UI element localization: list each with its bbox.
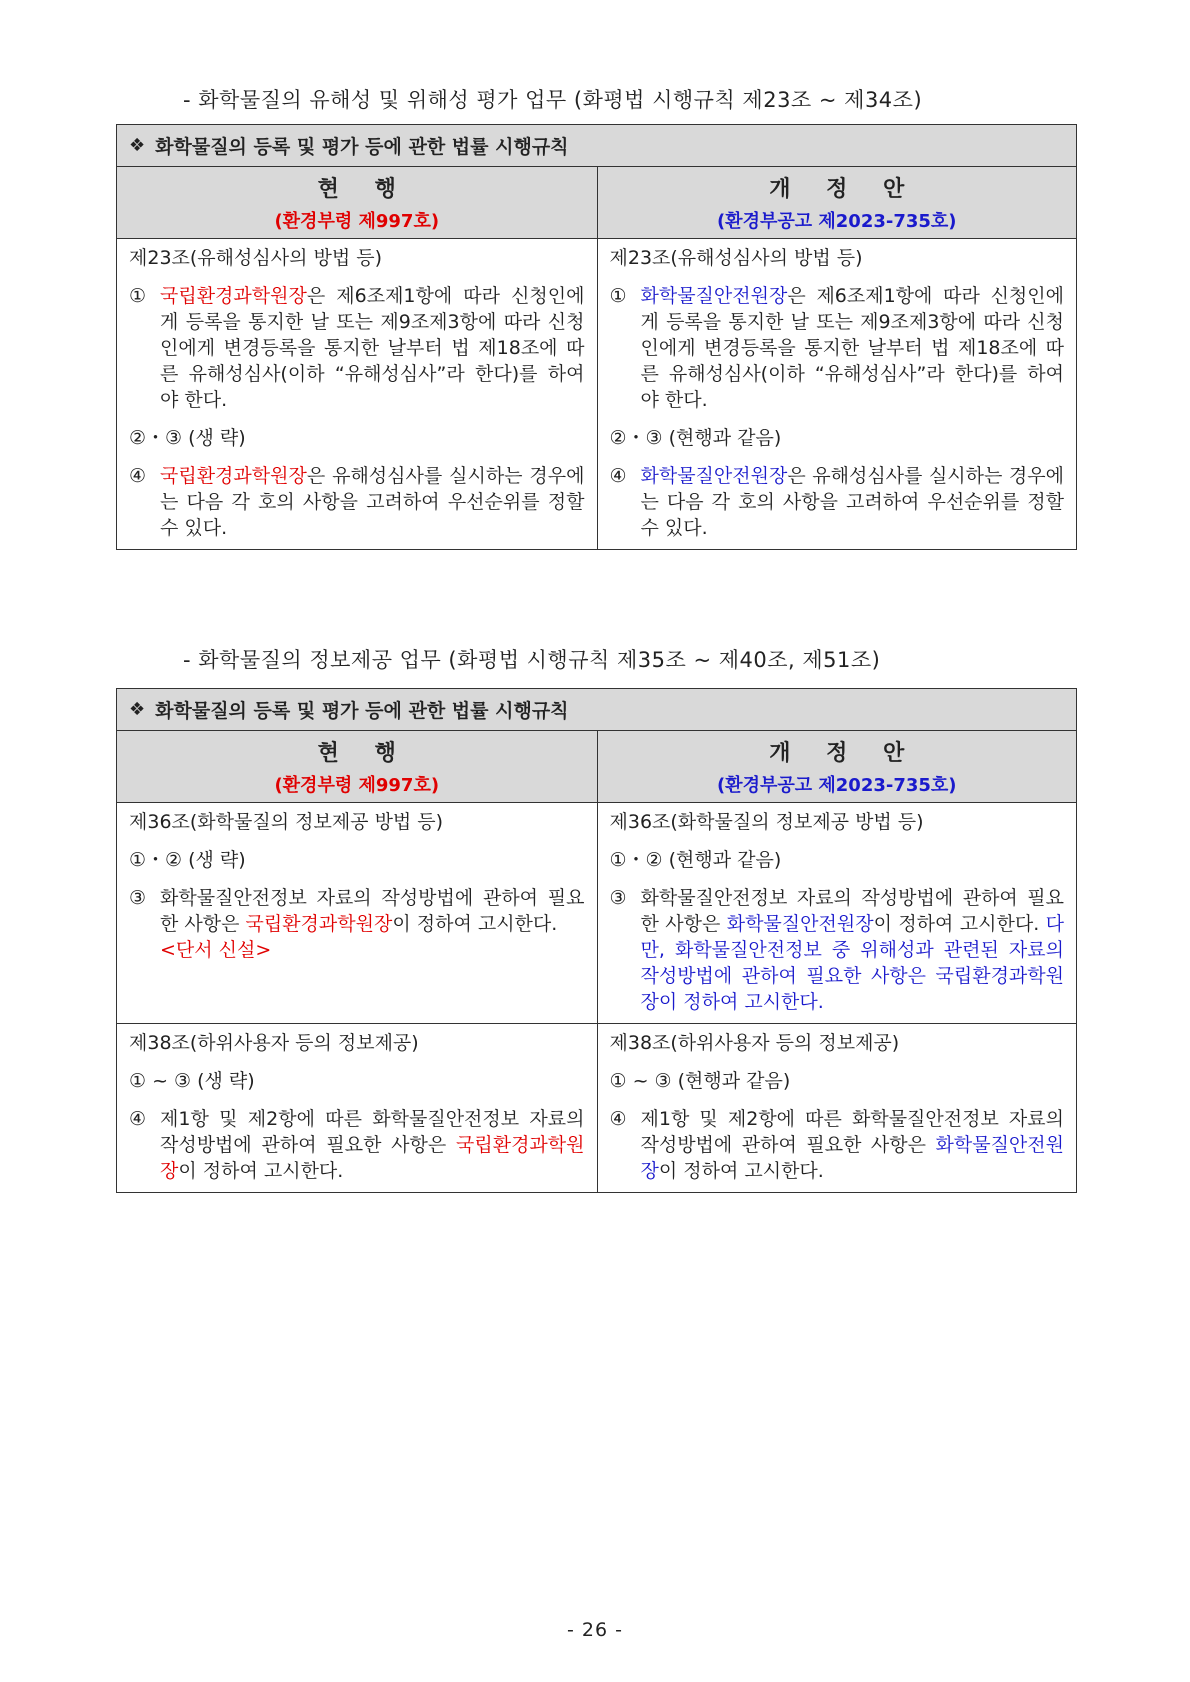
article-title: 제38조(하위사용자 등의 정보제공) bbox=[129, 1032, 419, 1054]
current-cell bbox=[117, 803, 597, 1023]
diamond-bullet-icon: ❖ bbox=[129, 699, 146, 720]
omitted-items: ②・③ (생 략) bbox=[129, 427, 246, 449]
page-number: - 26 - bbox=[567, 1619, 623, 1641]
article-title: 제38조(하위사용자 등의 정보제공) bbox=[609, 1032, 900, 1054]
item-text: 국립환경과학원장은 유해성심사를 실시하는 경우에는 다음 각 호의 사항을 고려하여 우선순위를 정할 수 있다. bbox=[160, 465, 585, 539]
article-title: 제36조(화학물질의 정보제공 방법 등) bbox=[609, 811, 924, 833]
item-text: 제1항 및 제2항에 따른 화학물질안전정보 자료의 작성방법에 관하여 필요한 사항은 국립환경과학원장이 정하여 고시한다. bbox=[160, 1108, 585, 1182]
item-number: ④ bbox=[129, 1108, 147, 1130]
paragraph-item bbox=[129, 1106, 585, 1184]
paragraph-item bbox=[610, 885, 1065, 1015]
highlighted-term: 화학물질안전원장 bbox=[640, 285, 788, 307]
current-column-header bbox=[117, 731, 597, 802]
proposed-title: 개 정 안 bbox=[769, 177, 919, 202]
item-number: ④ bbox=[609, 465, 627, 487]
omitted-items: ①・② (생 략) bbox=[129, 849, 246, 871]
current-cell bbox=[117, 239, 597, 549]
highlighted-term: 국립환경과학원장 bbox=[160, 465, 307, 487]
section1-heading: - 화학물질의 유해성 및 위해성 평가 업무 (화평법 시행규칙 제23조 ~ 제34조) bbox=[183, 88, 923, 112]
item-text: 화학물질안전정보 자료의 작성방법에 관하여 필요한 사항은 국립환경과학원장이 정하여 고시한다. <단서 신설> bbox=[160, 887, 585, 961]
new-proviso-note: <단서 신설> bbox=[160, 939, 272, 961]
paragraph-item bbox=[610, 283, 1065, 413]
table-banner bbox=[117, 689, 1076, 731]
item-number: ① bbox=[129, 285, 147, 307]
same-as-current-items: ①・② (현행과 같음) bbox=[609, 849, 782, 871]
table-banner bbox=[117, 125, 1076, 167]
current-ref: (환경부령 제997호) bbox=[274, 775, 440, 796]
current-cell bbox=[117, 1024, 597, 1192]
diamond-bullet-icon: ❖ bbox=[129, 135, 146, 156]
item-number: ① bbox=[609, 285, 627, 307]
item-number: ④ bbox=[129, 465, 147, 487]
proposed-ref: (환경부공고 제2023-735호) bbox=[716, 211, 957, 232]
omitted-items: ① ~ ③ (생 략) bbox=[129, 1070, 255, 1092]
current-title: 현 행 bbox=[317, 177, 410, 202]
item-text: 화학물질안전원장은 제6조제1항에 따라 신청인에게 등록을 통지한 날 또는 제9조제3항에 따라 신청인에게 변경등록을 통지한 날부터 법 제18조에 따른 유해성심사(이하 “유해성심사”라 한다)를 하여야 한다. bbox=[640, 285, 1064, 411]
banner-title: 화학물질의 등록 및 평가 등에 관한 법률 시행규칙 bbox=[155, 136, 569, 158]
highlighted-term: 국립환경과학원장 bbox=[160, 285, 307, 307]
proposed-column-header bbox=[597, 731, 1077, 802]
table-row bbox=[117, 239, 1076, 549]
article-title: 제36조(화학물질의 정보제공 방법 등) bbox=[129, 811, 444, 833]
highlighted-term: 국립환경과학원장 bbox=[160, 1134, 585, 1182]
new-proviso-text: 다만, 화학물질안전정보 중 위해성과 관련된 자료의 작성방법에 관하여 필요한 사항은 국립환경과학원장이 정하여 고시한다. bbox=[640, 913, 1064, 1013]
highlighted-term: 화학물질안전원장 bbox=[640, 465, 788, 487]
item-text: 국립환경과학원장은 제6조제1항에 따라 신청인에게 등록을 통지한 날 또는 제9조제3항에 따라 신청인에게 변경등록을 통지한 날부터 법 제18조에 따른 유해성심사(이하 “유해성심사”라 한다)를 하여야 한다. bbox=[160, 285, 585, 411]
proposed-cell bbox=[597, 1024, 1077, 1192]
paragraph-item bbox=[610, 463, 1065, 541]
highlighted-term: 화학물질안전원장 bbox=[726, 913, 874, 935]
proposed-ref: (환경부공고 제2023-735호) bbox=[716, 775, 957, 796]
banner-title: 화학물질의 등록 및 평가 등에 관한 법률 시행규칙 bbox=[155, 700, 569, 722]
item-text: 화학물질안전정보 자료의 작성방법에 관하여 필요한 사항은 화학물질안전원장이 정하여 고시한다. 다만, 화학물질안전정보 중 위해성과 관련된 자료의 작성방법에 관하여 필요한 사항은 국립환경과학원장이 정하여 고시한다. bbox=[640, 887, 1064, 1013]
item-text: 제1항 및 제2항에 따른 화학물질안전정보 자료의 작성방법에 관하여 필요한 사항은 화학물질안전원장이 정하여 고시한다. bbox=[640, 1108, 1064, 1182]
proposed-cell bbox=[597, 239, 1077, 549]
item-text: 화학물질안전원장은 유해성심사를 실시하는 경우에는 다음 각 호의 사항을 고려하여 우선순위를 정할 수 있다. bbox=[640, 465, 1064, 539]
column-header-row bbox=[117, 167, 1076, 239]
item-number: ③ bbox=[609, 887, 627, 909]
current-title: 현 행 bbox=[317, 741, 410, 766]
current-column-header bbox=[117, 167, 597, 238]
table-row bbox=[117, 803, 1076, 1024]
comparison-table-2 bbox=[116, 688, 1077, 1193]
article-title: 제23조(유해성심사의 방법 등) bbox=[609, 247, 863, 269]
column-header-row bbox=[117, 731, 1076, 803]
current-ref: (환경부령 제997호) bbox=[274, 211, 440, 232]
section2-heading: - 화학물질의 정보제공 업무 (화평법 시행규칙 제35조 ~ 제40조, 제51조) bbox=[183, 648, 881, 672]
paragraph-item bbox=[129, 283, 585, 413]
highlighted-term: 화학물질안전원장 bbox=[640, 1134, 1064, 1182]
item-number: ④ bbox=[609, 1108, 627, 1130]
proposed-cell bbox=[597, 803, 1077, 1023]
table-row bbox=[117, 1024, 1076, 1192]
item-number: ③ bbox=[129, 887, 147, 909]
paragraph-item bbox=[610, 1106, 1065, 1184]
highlighted-term: 국립환경과학원장 bbox=[245, 913, 393, 935]
comparison-table-1 bbox=[116, 124, 1077, 550]
proposed-title: 개 정 안 bbox=[769, 741, 919, 766]
article-title: 제23조(유해성심사의 방법 등) bbox=[129, 247, 382, 269]
same-as-current-items: ②・③ (현행과 같음) bbox=[609, 427, 782, 449]
proposed-column-header bbox=[597, 167, 1077, 238]
same-as-current-items: ① ~ ③ (현행과 같음) bbox=[609, 1070, 791, 1092]
paragraph-item bbox=[129, 463, 585, 541]
paragraph-item bbox=[129, 885, 585, 963]
